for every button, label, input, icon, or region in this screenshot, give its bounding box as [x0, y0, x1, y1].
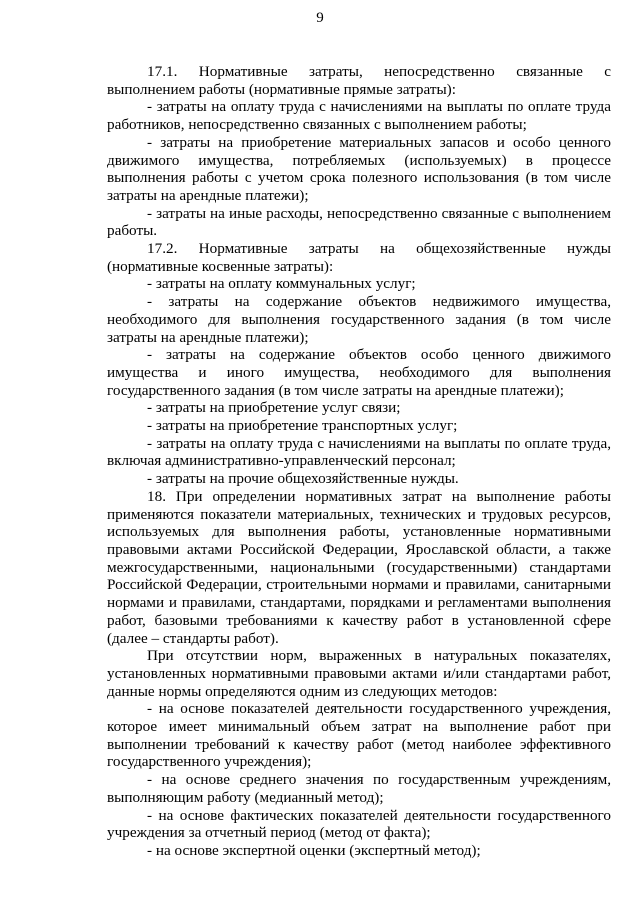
paragraph-17-1: 17.1. Нормативные затраты, непосредственно связанные с выполнением работы (нормативные прямые затраты): — [107, 63, 611, 98]
list-item: - затраты на оплату коммунальных услуг; — [147, 275, 416, 293]
document-body — [107, 63, 611, 860]
list-item: - на основе показателей деятельности государственного учреждения, которое имеет минимальный объем затрат на выполнение работ при выполнении требований к качеству работ (метод наиболее эффективного государственного учреждения); — [107, 700, 611, 771]
list-item: - затраты на иные расходы, непосредственно связанные с выполнением работы. — [107, 204, 611, 240]
list-item: - затраты на приобретение материальных запасов и особо ценного движимого имущества, потребляемых (используемых) в процессе выполнения работы с учетом срока полезного использования (в том числе затраты на арендные платежи); — [107, 133, 611, 204]
list-item: - на основе фактических показателей деятельности государственного учреждения за отчетный период (метод от факта); — [107, 806, 611, 842]
page-number: 9 — [316, 10, 324, 26]
list-item: - затраты на прочие общехозяйственные нужды. — [147, 470, 459, 488]
paragraph-methods-intro: При отсутствии норм, выраженных в натуральных показателях, установленных нормативными правовыми актами и/или стандартами работ, данные нормы определяются одним из следующих методов: — [107, 647, 611, 700]
list-item: - затраты на приобретение услуг связи; — [147, 399, 401, 417]
list-item: - затраты на оплату труда с начислениями на выплаты по оплате труда, включая административно-управленческий персонал; — [107, 434, 611, 470]
list-item: - затраты на содержание объектов особо ценного движимого имущества и иного имущества, необходимого для выполнения государственного задания (в том числе затраты на арендные платежи); — [107, 346, 611, 399]
list-item: - затраты на содержание объектов недвижимого имущества, необходимого для выполнения государственного задания (в том числе затраты на арендные платежи); — [107, 293, 611, 346]
list-item: - на основе экспертной оценки (экспертный метод); — [147, 841, 481, 859]
paragraph-18: 18. При определении нормативных затрат на выполнение работы применяются показатели материальных, технических и трудовых ресурсов, используемых для выполнения работы, установленные нормативными правовыми актами Российской Федерации, Ярославской области, а также межгосударственными, национальными (государственными) стандартами Российской Федерации, строительными нормами и правилами, санитарными нормами и правилами, стандартами, порядками и регламентами выполнения работ, базовыми требованиями к качеству работ в установленной сфере (далее – стандарты работ). — [107, 487, 611, 647]
list-item: - на основе среднего значения по государственным учреждениям, выполняющим работу (медианный метод); — [107, 771, 611, 806]
list-item: - затраты на приобретение транспортных услуг; — [147, 417, 458, 435]
paragraph-17-2: 17.2. Нормативные затраты на общехозяйственные нужды (нормативные косвенные затраты): — [107, 240, 611, 275]
list-item: - затраты на оплату труда с начислениями на выплаты по оплате труда работников, непосредственно связанных с выполнением работы; — [107, 98, 611, 134]
